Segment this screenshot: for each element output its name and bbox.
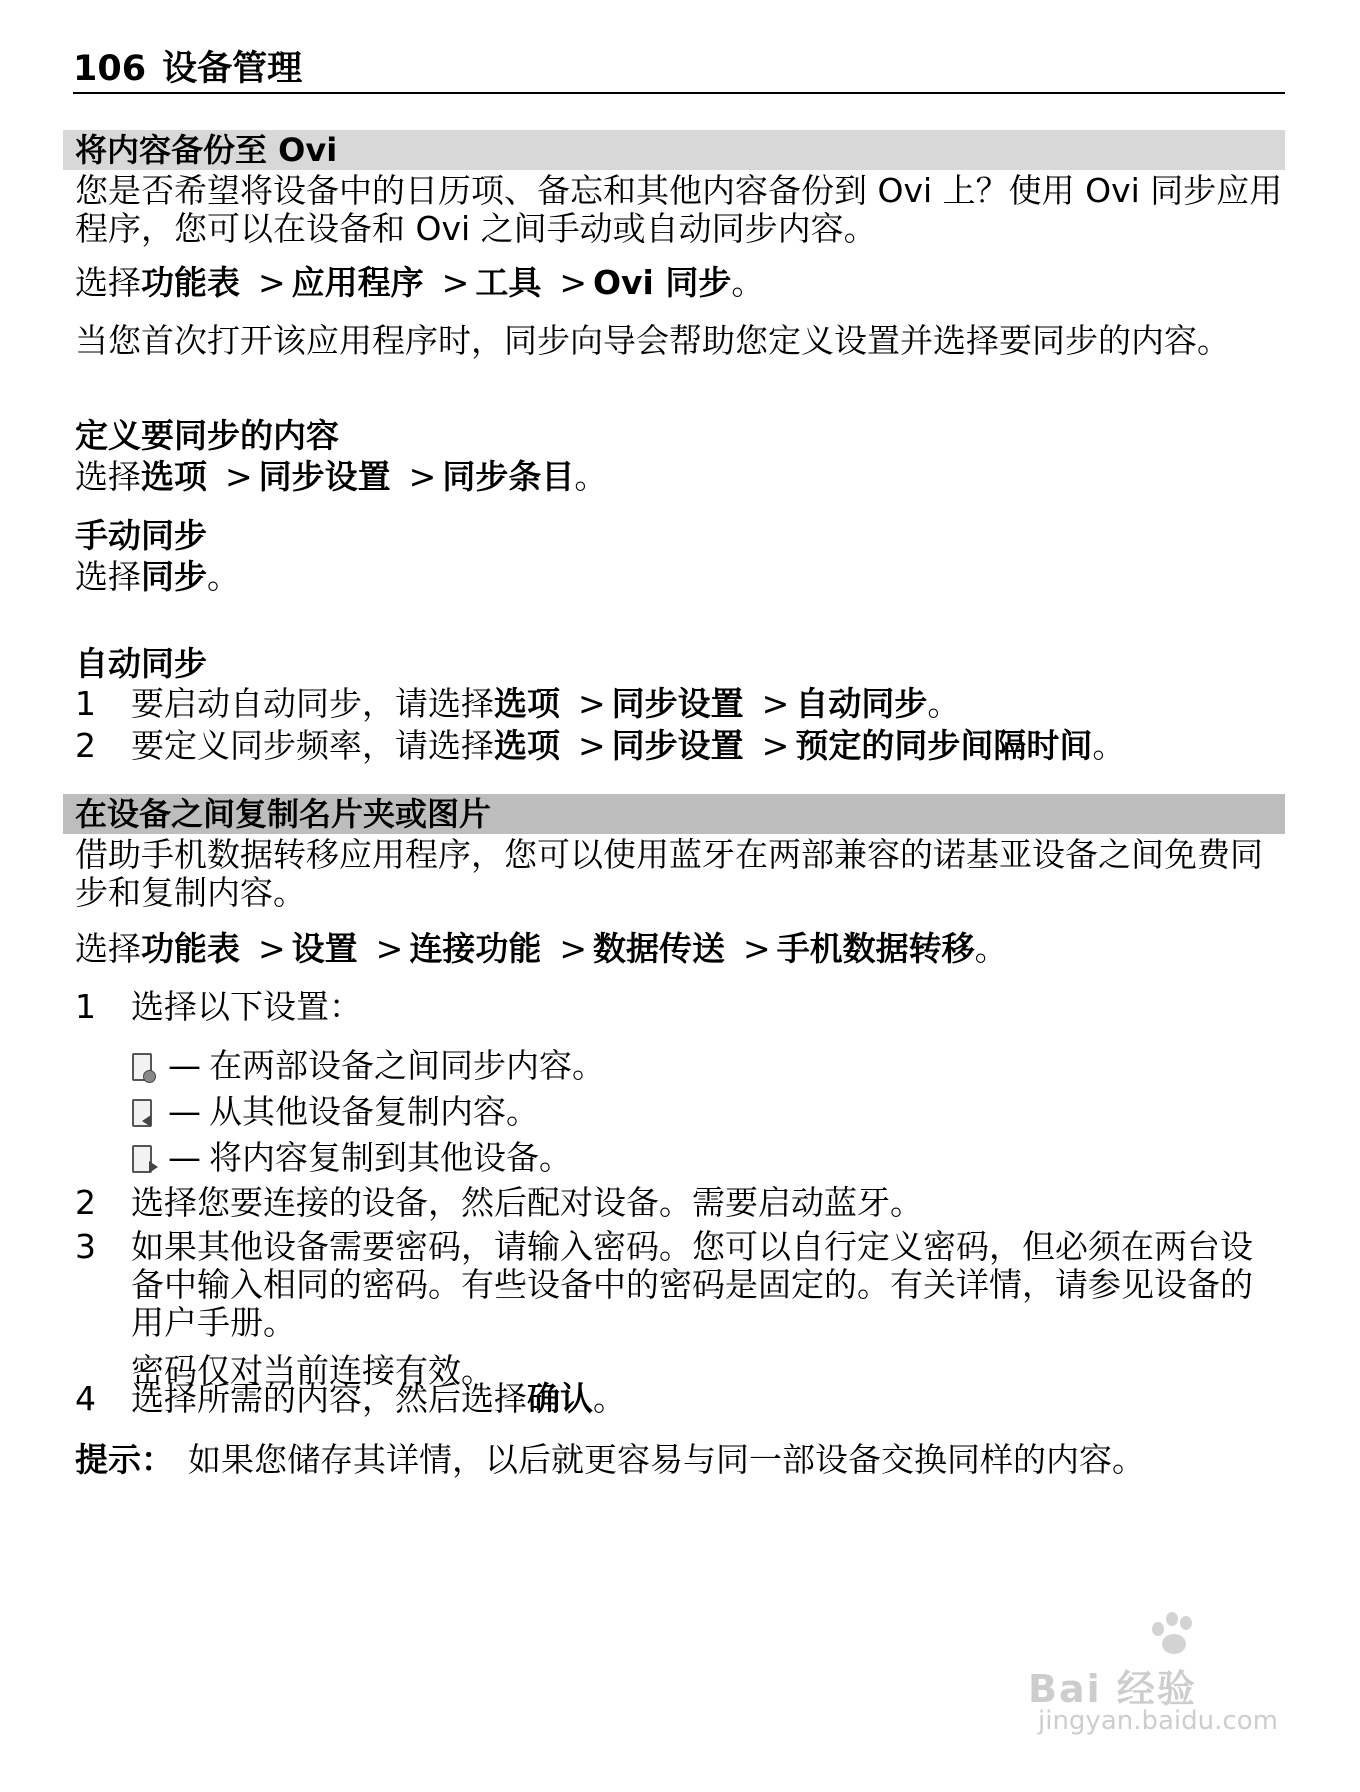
menu-step: 功能表: [141, 929, 240, 968]
menu-step: 数据传送: [592, 929, 725, 968]
menu-step: 同步设置: [258, 457, 391, 496]
tip: [75, 1440, 1295, 1480]
manual-sync-text: 选择同步。: [75, 557, 240, 596]
menu-step: Ovi 同步: [592, 263, 732, 302]
option-copy-to: — 将内容复制到其他设备。: [130, 1138, 1230, 1178]
menu-step: 手机数据转移: [776, 929, 975, 968]
sync-device-icon: [130, 1051, 156, 1083]
menu-step: 应用程序: [291, 263, 424, 302]
section-title-copy-contacts: 在设备之间复制名片夹或图片: [63, 794, 1285, 834]
menu-step: 功能表: [141, 263, 240, 302]
menu-step: 连接功能: [409, 929, 542, 968]
chapter-title: 设备管理: [162, 49, 303, 89]
page-number: 106: [73, 49, 147, 89]
section-title-backup-ovi: 将内容备份至 Ovi: [63, 130, 1285, 170]
menu-step: 设置: [291, 929, 358, 968]
tip-text: 如果您储存其详情，以后就更容易与同一部设备交换同样的内容。: [188, 1440, 1145, 1479]
password-note: 密码仅对当前连接有效。: [131, 1351, 494, 1390]
menu-step: 选项: [141, 457, 207, 496]
option-sync: — 在两部设备之间同步内容。: [130, 1046, 1230, 1086]
paw-logo-icon: [1146, 1608, 1202, 1664]
section2-intro: 借助手机数据转移应用程序，您可以使用蓝牙在两部兼容的诺基亚设备之间免费同步和复制内容。: [75, 835, 1263, 912]
section1-intro: 您是否希望将设备中的日历项、备忘和其他内容备份到 Ovi 上？使用 Ovi 同步应用程序，您可以在设备和 Ovi 之间手动或自动同步内容。: [75, 171, 1283, 248]
watermark-url: jingyan.baidu.com: [1038, 1706, 1278, 1736]
copy-from-device-icon: [130, 1097, 156, 1129]
heading-define-sync: 定义要同步的内容: [75, 416, 339, 455]
heading-auto-sync: 自动同步: [75, 644, 207, 683]
page-header: [73, 46, 1285, 94]
menu-step: 同步条目: [442, 457, 575, 496]
tip-label: 提示：: [75, 1440, 174, 1479]
heading-manual-sync: 手动同步: [75, 516, 207, 555]
section2-menu-path: 选择功能表 > 设置 > 连接功能 > 数据传送 > 手机数据转移。: [75, 929, 1008, 968]
watermark: [1028, 1608, 1288, 1738]
wizard-note: 当您首次打开该应用程序时，同步向导会帮助您定义设置并选择要同步的内容。: [75, 321, 1230, 360]
menu-step: 工具: [475, 263, 542, 302]
manual-page: 106 设备管理 将内容备份至 Ovi 您是否希望将设备中的日历项、备忘和其他内容备份到 Ovi 上？使用 Ovi 同步应用程序，您可以在设备和 Ovi 之间手动或自动同步内容。 选择功能表 > 应用程序 > 工具 > Ovi 同步。 当您首次打开该应用程序时，同步向导会帮助您定义设置并选择要同步的内容。 定义要同步的内容 选择选项 > 同步设置 > 同步条目。 手动同步 选择同步。 自动同步 1 要启动自动同步，请选择选项 > 同步设置 > 自动同步。 2 要定义同步频率，请选择选项 > 同步设置 > 预定的同步间隔时间。 在设备之间复制名片夹或图片 借助手机数据转移应用程序，您可以使用蓝牙在两部兼容的诺基亚设备之间免费同步和复制内容。 选择功能表 > 设置 > 连接功能 > 数据传送 > 手机数据转移。 1 选择以下设置： — 在两部设备之间同步内容。 — 从其他设备复制内容。 — 将内容复制到其他设备。 2 选择您要连接的设备，然后配对设备。需要启动蓝牙。 3 如果其他设备需要密码，请输入密码。您可以自行定义密码，但必须在两台设备中输入相同的密码。有些设备中的密码是固定的。有关详情，请参见设备的用户手册。 密码仅对当前连接有效。 4 选择所需的内容，然后选择确认。 提示： 如果您储存其详情，以后就更容易与同一部设备交换同样的内容。 Bai 经验 jingyan.baidu.com: [0, 0, 1360, 1792]
watermark-brand: Bai 经验: [1028, 1667, 1197, 1711]
copy-to-device-icon: [130, 1143, 156, 1175]
option-copy-from: — 从其他设备复制内容。: [130, 1092, 1230, 1132]
section1-menu-path: 选择功能表 > 应用程序 > 工具 > Ovi 同步。: [75, 263, 765, 302]
define-sync-path: 选择选项 > 同步设置 > 同步条目。: [75, 457, 608, 496]
